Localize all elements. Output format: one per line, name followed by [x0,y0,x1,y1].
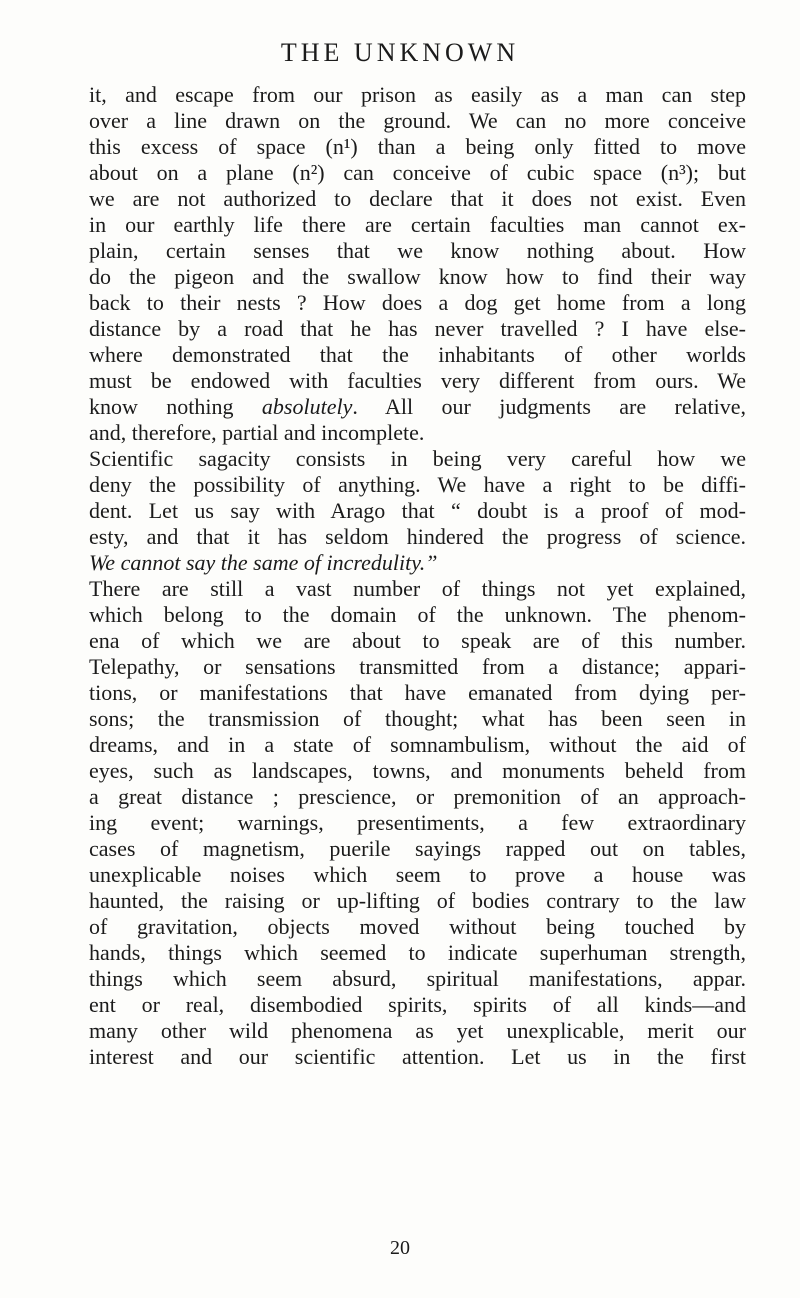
text-line: a great distance ; prescience, or premonition of an approach- [89,784,746,809]
text-line: where demonstrated that the inhabitants of other worlds [89,342,746,367]
text-line: Telepathy, or sensations transmitted from a distance; appari- [89,654,746,679]
text-line: over a line drawn on the ground. We can no more conceive [89,108,746,133]
text-line: Scientific sagacity consists in being very careful how we [89,446,746,471]
text-line: deny the possibility of anything. We have a right to be diffi- [89,472,746,497]
text-line: unexplicable noises which seem to prove a house was [89,862,746,887]
text-line: we are not authorized to declare that it does not exist. Even [89,186,746,211]
text-line: plain, certain senses that we know nothing about. How [89,238,746,263]
text-line: of gravitation, objects moved without being touched by [89,914,746,939]
text-line: dreams, and in a state of somnambulism, without the aid of [89,732,746,757]
text-line: back to their nests ? How does a dog get home from a long [89,290,746,315]
text-line: know nothing absolutely. All our judgments are relative, [89,394,746,419]
text-line: do the pigeon and the swallow know how to find their way [89,264,746,289]
text-line: must be endowed with faculties very different from ours. We [89,368,746,393]
text-line: it, and escape from our prison as easily as a man can step [89,82,746,107]
text-line: ena of which we are about to speak are of this number. [89,628,746,653]
text-line: cases of magnetism, puerile sayings rapped out on tables, [89,836,746,861]
text-line: dent. Let us say with Arago that “ doubt is a proof of mod- [89,498,746,523]
text-line: about on a plane (n²) can conceive of cubic space (n³); but [89,160,746,185]
text-line: esty, and that it has seldom hindered the progress of science. [89,524,746,549]
running-head: THE UNKNOWN [280,38,520,67]
text-line: which belong to the domain of the unknown. The phenom- [89,602,746,627]
text-line: this excess of space (n¹) than a being only fitted to move [89,134,746,159]
text-line: interest and our scientific attention. Let us in the first [89,1044,746,1069]
text-line: There are still a vast number of things not yet explained, [89,576,746,601]
text-line: hands, things which seemed to indicate superhuman strength, [89,940,746,965]
text-line: ing event; warnings, presentiments, a few extraordinary [89,810,746,835]
text-line: distance by a road that he has never travelled ? I have else- [89,316,746,341]
text-line: eyes, such as landscapes, towns, and monuments beheld from [89,758,746,783]
text-line: sons; the transmission of thought; what has been seen in [89,706,746,731]
text-line: in our earthly life there are certain faculties man cannot ex- [89,212,746,237]
text-line: and, therefore, partial and incomplete. [89,420,425,445]
text-line: things which seem absurd, spiritual manifestations, appar. [89,966,746,991]
page-number: 20 [390,1237,410,1259]
text-line: many other wild phenomena as yet unexplicable, merit our [89,1018,746,1043]
text-line: ent or real, disembodied spirits, spirits of all kinds—and [89,992,746,1017]
text-line: tions, or manifestations that have emanated from dying per- [89,680,746,705]
text-line: haunted, the raising or up-lifting of bodies contrary to the law [89,888,746,913]
body-text [89,82,746,1070]
text-line-italic: We cannot say the same of incredulity.” [89,550,438,575]
emphasis-text: absolutely [261,394,353,419]
